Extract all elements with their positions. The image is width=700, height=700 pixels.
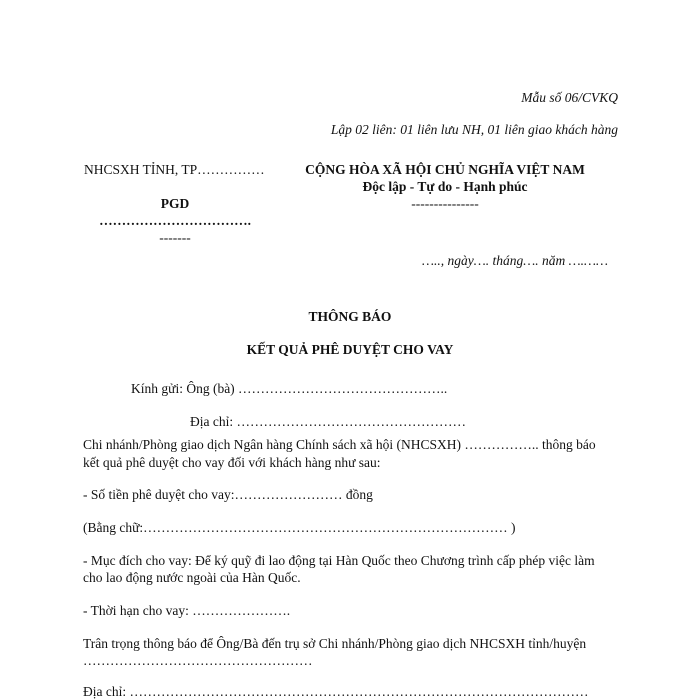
purpose-line2: cho lao động nước ngoài của Hàn Quốc. (83, 570, 301, 585)
recipient-to: Kính gửi: Ông (bà) ……………………………………….. (131, 381, 448, 396)
invite-line2: …………………………………………… (83, 653, 313, 668)
national-divider: --------------- (411, 196, 479, 211)
copies-note: Lập 02 liên: 01 liên lưu NH, 01 liên giao khách hàng (330, 122, 618, 137)
invite-line1: Trân trọng thông báo để Ông/Bà đến trụ sở Chi nhánh/Phòng giao dịch NHCSXH tỉnh/huyện (83, 636, 587, 651)
national-motto: Độc lập - Tự do - Hạnh phúc (362, 179, 528, 194)
issuer-pgd: PGD (160, 196, 190, 211)
amount-in-words: (Bằng chữ:……………………………………………………………………… ) (83, 520, 516, 535)
office-address: Địa chỉ: ………………………………………………………………………………………… (83, 684, 589, 699)
approved-amount: - Số tiền phê duyệt cho vay:…………………… đồng (83, 487, 373, 502)
intro-line1: Chi nhánh/Phòng giao dịch Ngân hàng Chính sách xã hội (NHCSXH) …………….. thông báo (83, 437, 596, 452)
intro-line2: kết quả phê duyệt cho vay đối với khách hàng như sau: (83, 455, 381, 470)
doc-title: THÔNG BÁO (308, 309, 392, 324)
issuer-pgd-name: ……………………………. (99, 213, 251, 228)
date-line: ….., ngày…. tháng…. năm ….…… (421, 253, 608, 268)
issuer-divider: ------- (159, 230, 191, 245)
issuer-branch: NHCSXH TỈNH, TP…………… (84, 162, 265, 177)
form-code: Mẫu số 06/CVKQ (521, 90, 618, 105)
recipient-address: Địa chỉ: …………………………………………… (190, 414, 466, 429)
purpose-line1: - Mục đích cho vay: Để ký quỹ đi lao động tại Hàn Quốc theo Chương trình cấp phép việc làm (83, 553, 595, 568)
national-title: CỘNG HÒA XÃ HỘI CHỦ NGHĨA VIỆT NAM (305, 162, 585, 177)
loan-term: - Thời hạn cho vay: …………………. (83, 603, 291, 618)
doc-subtitle: KẾT QUẢ PHÊ DUYỆT CHO VAY (246, 342, 454, 357)
